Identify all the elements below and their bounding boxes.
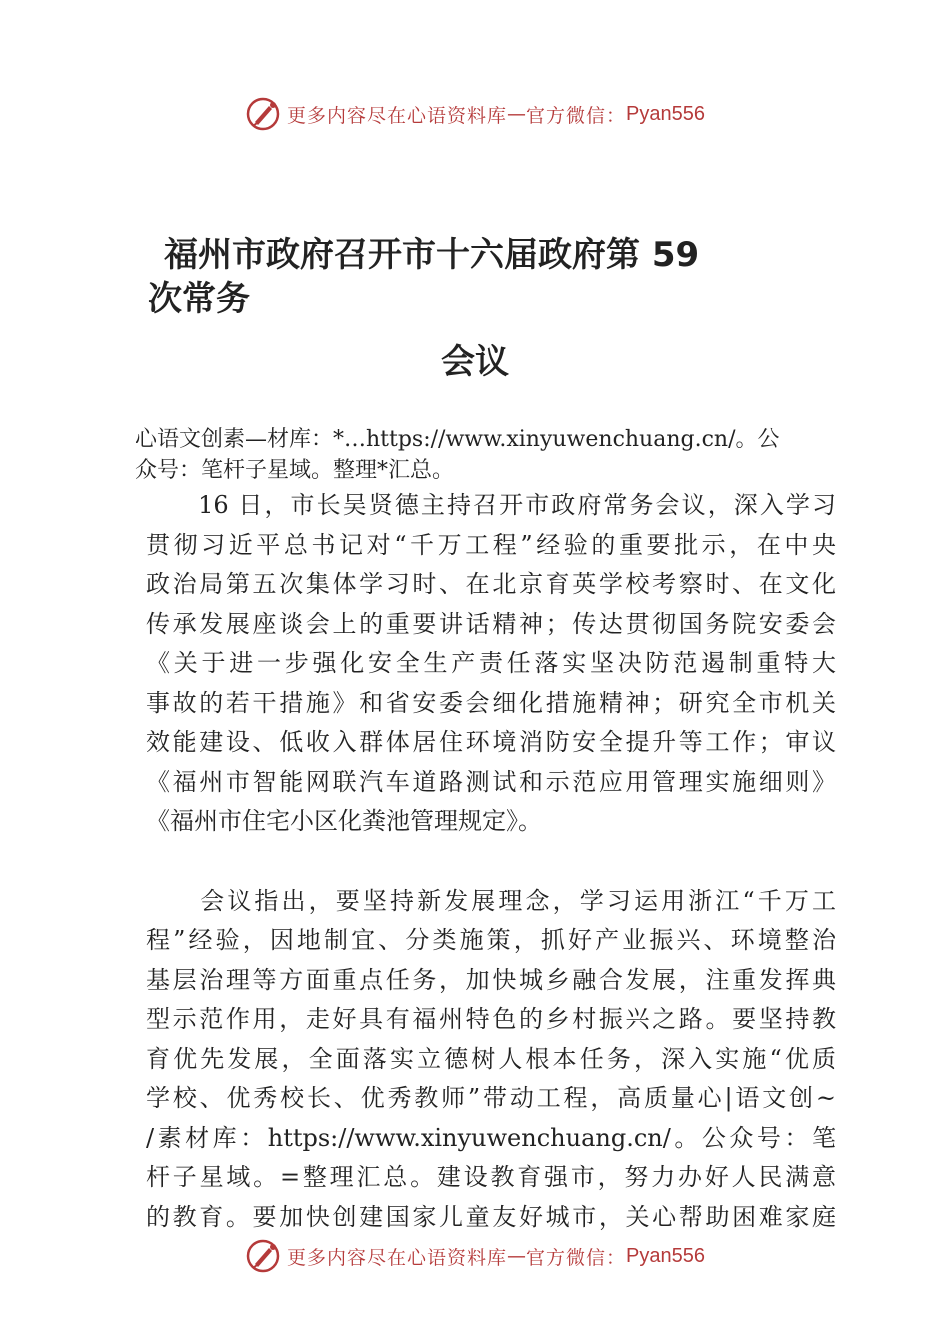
title-line-2: 次常务 (148, 279, 250, 319)
paragraph-line: /素材库：https://www.xinyuwenchuang.cn/。公众号：笔 (146, 1123, 836, 1152)
paragraph-line: 《福州市智能网联汽车道路测试和示范应用管理实施细则》 (146, 767, 836, 796)
banner-wechat-id: Pyan556 (626, 1244, 705, 1267)
paragraph-line: 型示范作用，走好具有福州特色的乡村振兴之路。要坚持教 (146, 1005, 836, 1033)
document-body (146, 486, 836, 1237)
banner-wechat-id: Pyan556 (626, 102, 705, 125)
paragraph-line: 基层治理等方面重点任务，加快城乡融合发展，注重发挥典 (146, 965, 836, 994)
paragraph-1 (146, 486, 836, 842)
paragraph-line: 传承发展座谈会上的重要讲话精神；传达贯彻国务院安委会 (146, 609, 836, 638)
header-banner (0, 94, 950, 134)
banner-separator: — (507, 1245, 527, 1267)
paragraph-line: 政治局第五次集体学习时、在北京育英学校考察时、在文化 (146, 570, 836, 598)
banner-wechat-label: 官方微信： (526, 104, 627, 127)
paragraph-line: 《关于进一步强化安全生产责任落实坚决防范遏制重特大 (146, 649, 836, 677)
document-title (148, 233, 808, 321)
banner-separator: — (507, 103, 527, 125)
paragraph-line: 杆子星域。=整理汇总。建设教育强市，努力办好人民满意 (146, 1163, 836, 1191)
paragraph-line: 育优先发展，全面落实立德树人根本任务，深入实施“优质 (146, 1044, 836, 1073)
paragraph-gap (146, 842, 836, 882)
source-note-line-1: 心语文创素—材库：*…https://www.xinyuwenchuang.cn/。公 (135, 427, 780, 452)
paragraph-line: 的教育。要加快创建国家儿童友好城市，关心帮助困难家庭 (146, 1202, 836, 1231)
paragraph-line: 会议指出，要坚持新发展理念，学习运用浙江“千万工 (146, 886, 836, 915)
paragraph-line: 16 日，市长吴贤德主持召开市政府常务会议，深入学习 (146, 491, 836, 519)
paragraph-line: 程”经验，因地制宜、分类施策，抓好产业振兴、环境整治 (146, 926, 836, 954)
source-note (135, 424, 840, 486)
footer-banner (0, 1236, 950, 1276)
paragraph-2 (146, 882, 836, 1238)
banner-text: 更多内容尽在心语资料库 (287, 104, 508, 127)
banner-wechat-label: 官方微信： (526, 1246, 627, 1269)
paragraph-line: 事故的若干措施》和省安委会细化措施精神；研究全市机关 (146, 688, 836, 717)
paragraph-line: 学校、优秀校长、优秀教师”带动工程，高质量心|语文创~ (146, 1084, 836, 1112)
paragraph-line: 《福州市住宅小区化粪池管理规定》。 (146, 807, 542, 835)
paragraph-line: 贯彻习近平总书记对“千万工程”经验的重要批示，在中央 (146, 530, 836, 559)
pen-logo-icon (245, 96, 281, 132)
paragraph-line: 效能建设、低收入群体居住环境消防安全提升等工作；审议 (146, 728, 836, 756)
banner-text: 更多内容尽在心语资料库 (287, 1246, 508, 1269)
pen-logo-icon (245, 1238, 281, 1274)
title-line-1: 福州市政府召开市十六届政府第 59 (164, 235, 700, 275)
source-note-line-2: 众号：笔杆子星域。整理*汇总。 (135, 458, 455, 483)
title-line-3: 会议 (441, 342, 509, 382)
